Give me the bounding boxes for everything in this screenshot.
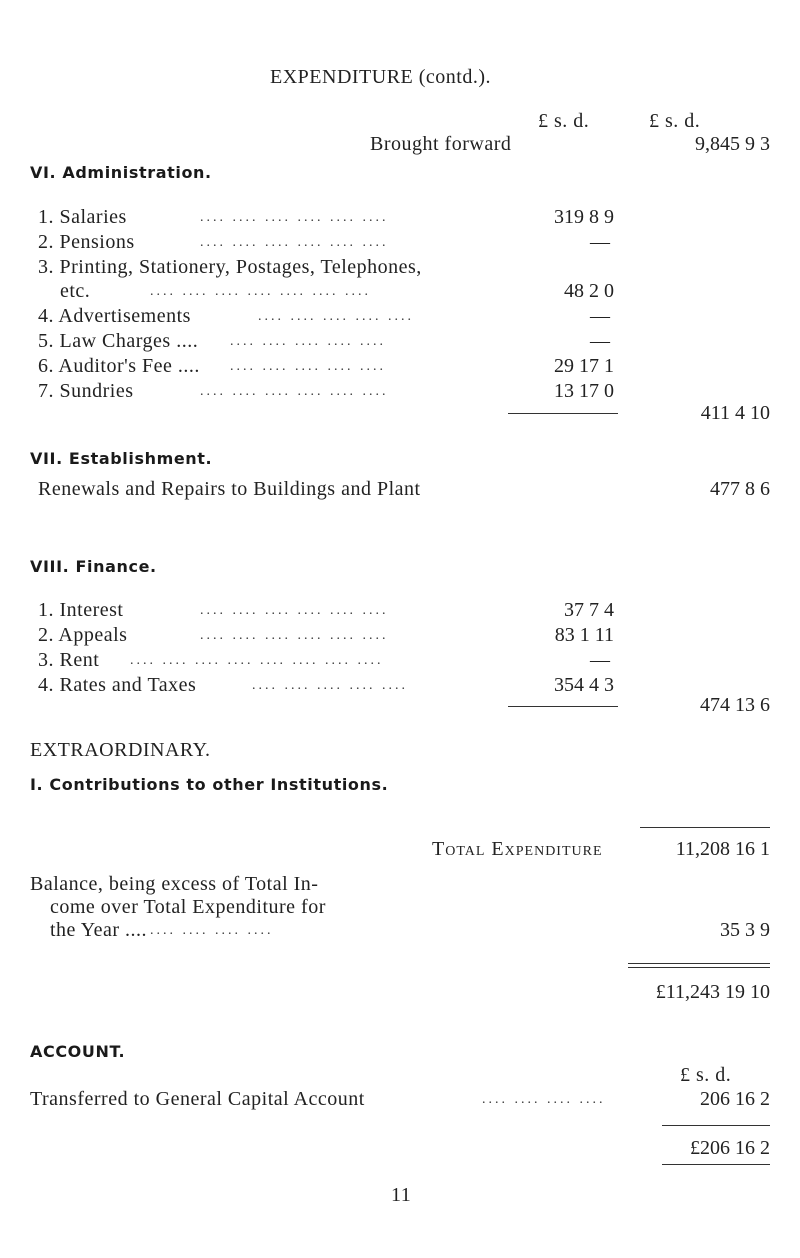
finance-item-amount: 354 4 3 [554,674,614,696]
account-amount: 206 16 2 [700,1088,770,1110]
admin-item-label: 6. Auditor's Fee .... [38,355,200,377]
balance-line-2: come over Total Expenditure for [50,896,326,918]
finance-item-amount: 37 7 4 [564,599,614,621]
admin-item-label: 2. Pensions [38,231,135,253]
finance-total: 474 13 6 [700,694,770,716]
finance-item-label: 4. Rates and Taxes [38,674,197,696]
finance-item-amount: — [590,649,610,671]
admin-item-amount: — [590,305,610,327]
contributions-heading: I. Contributions to other Institutions. [30,775,389,794]
leader-dots: .... .... .... .... .... .... [200,210,389,225]
admin-item-label: 7. Sundries [38,380,134,402]
section-heading-finance: VIII. Finance. [30,557,157,576]
grand-total: £11,243 19 10 [655,981,770,1003]
brought-forward-label: Brought forward [370,133,512,155]
grand-total-rule [628,963,770,968]
account-column-header: £ s. d. [680,1064,732,1086]
total-expenditure-label: Total Expenditure [432,838,603,860]
account-label: Transferred to General Capital Account [30,1088,365,1110]
section-heading-administration: VI. Administration. [30,163,212,182]
leader-dots: .... .... .... .... .... .... [200,603,389,618]
total-rule [640,827,770,828]
balance-line-1: Balance, being excess of Total In- [30,873,319,895]
admin-item-amount: — [590,330,610,352]
finance-item-label: 2. Appeals [38,624,128,646]
account-rule-bottom [662,1164,770,1165]
admin-item-amount: 319 8 9 [554,206,614,228]
leader-dots: .... .... .... .... .... [230,359,386,374]
brought-forward-total: 9,845 9 3 [695,133,770,155]
balance-line-3: the Year .... [50,919,148,941]
page-number: 11 [391,1184,412,1206]
account-rule [662,1125,770,1126]
admin-item-label: 3. Printing, Stationery, Postages, Telephones, [38,256,422,278]
admin-item-label: 1. Salaries [38,206,127,228]
leader-dots: .... .... .... .... .... .... .... .... [130,653,384,668]
admin-item-amount: — [590,231,610,253]
finance-item-amount: 83 1 11 [554,624,614,646]
section-heading-establishment: VII. Establishment. [30,449,213,468]
leader-dots: .... .... .... .... .... .... [200,235,389,250]
extraordinary-heading: EXTRAORDINARY. [30,739,211,761]
administration-total: 411 4 10 [700,402,770,424]
leader-dots: .... .... .... .... .... [230,334,386,349]
subtotal-rule [508,413,618,414]
subtotal-rule [508,706,618,707]
admin-item-amount: 29 17 1 [554,355,614,377]
leader-dots: .... .... .... .... .... .... [200,384,389,399]
admin-item-amount: 13 17 0 [554,380,614,402]
admin-item-label-cont: etc. [60,280,91,302]
leader-dots: .... .... .... .... .... .... [200,628,389,643]
leader-dots: .... .... .... .... [482,1092,606,1107]
leader-dots: .... .... .... .... .... [252,678,408,693]
total-expenditure-amount: 11,208 16 1 [675,838,770,860]
column-header-2: £ s. d. [649,110,701,132]
finance-item-label: 1. Interest [38,599,124,621]
finance-item-label: 3. Rent [38,649,100,671]
leader-dots: .... .... .... .... .... .... .... [150,284,371,299]
admin-item-amount: 48 2 0 [564,280,614,302]
balance-amount: 35 3 9 [720,919,770,941]
page-title: EXPENDITURE (contd.). [270,66,492,88]
admin-item-label: 4. Advertisements [38,305,191,327]
account-total: £206 16 2 [690,1137,770,1159]
column-header-1: £ s. d. [538,110,590,132]
leader-dots: .... .... .... .... [150,923,274,938]
leader-dots: .... .... .... .... .... [258,309,414,324]
account-heading: ACCOUNT. [30,1042,126,1061]
establishment-total: 477 8 6 [710,478,770,500]
admin-item-label: 5. Law Charges .... [38,330,199,352]
establishment-label: Renewals and Repairs to Buildings and Plant [38,478,421,500]
